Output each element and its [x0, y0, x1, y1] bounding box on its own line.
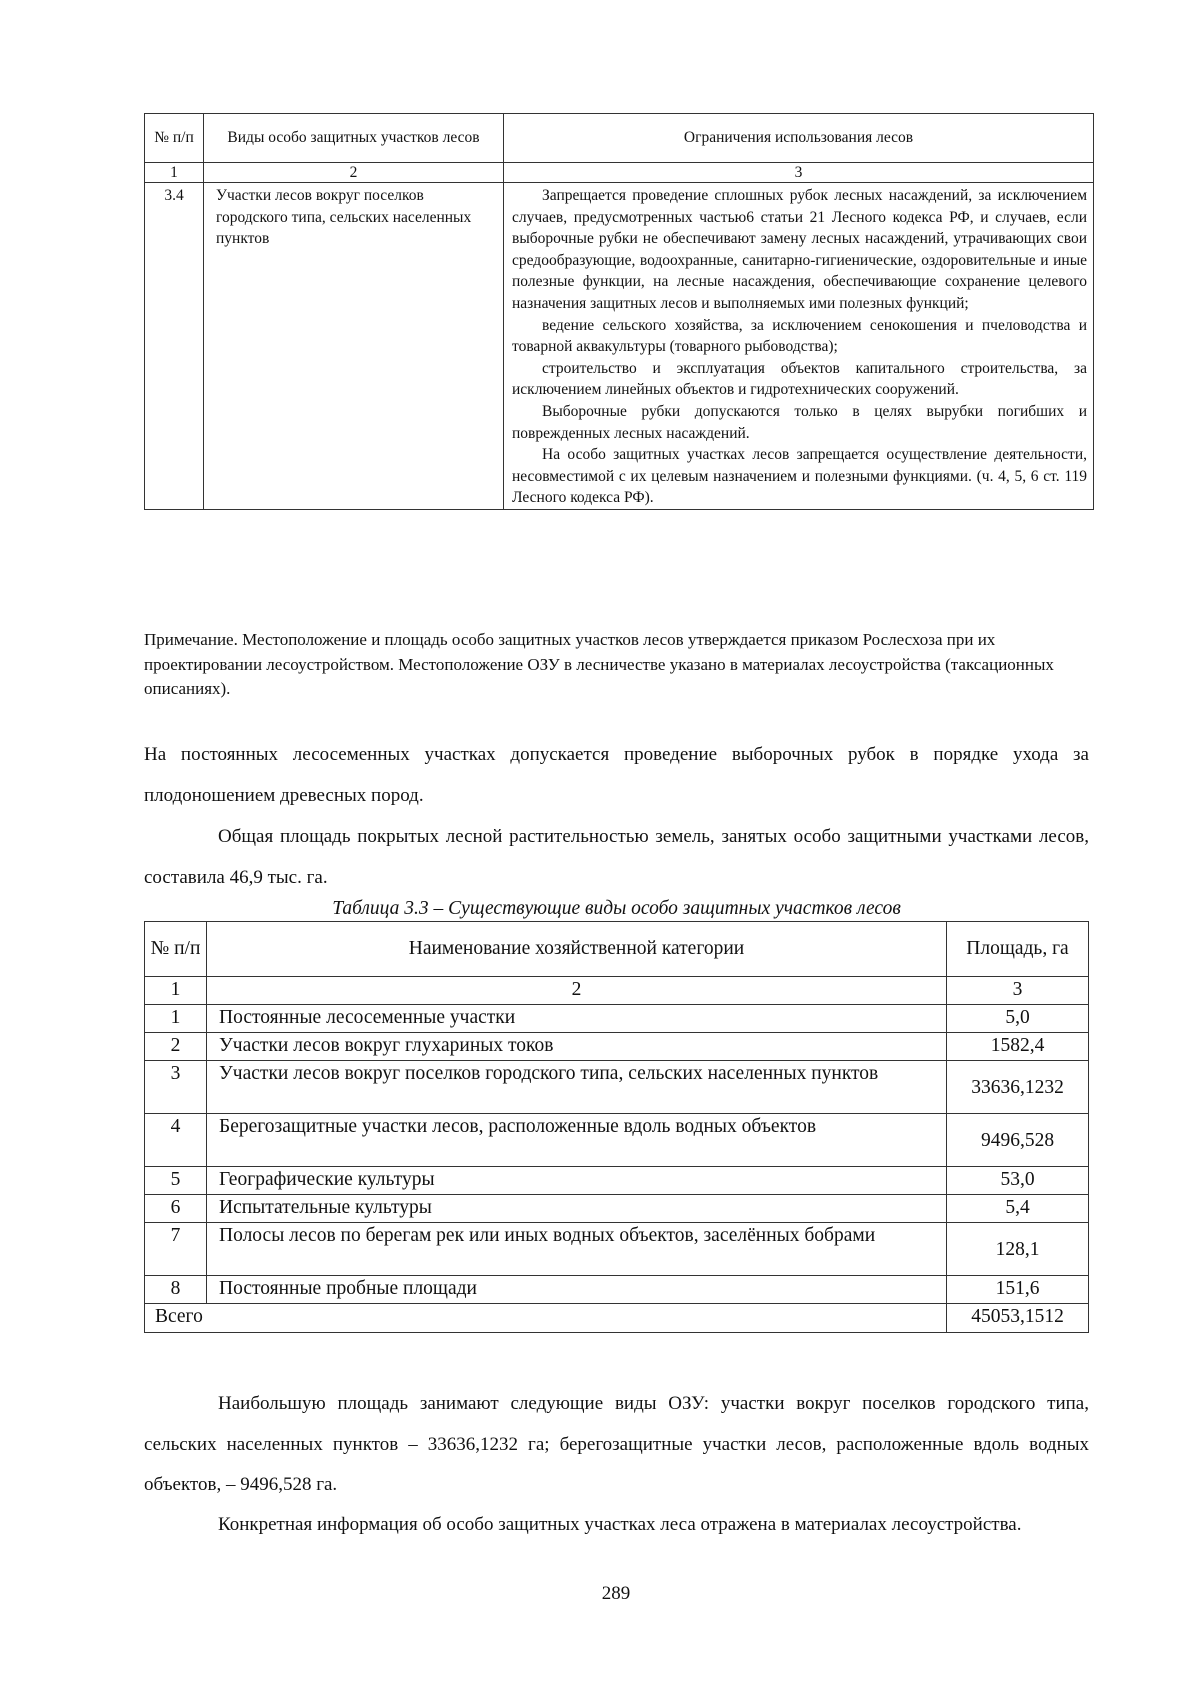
table-row — [145, 1276, 1089, 1304]
row-number: 1 — [145, 1005, 207, 1033]
table-row — [145, 1195, 1089, 1223]
table-header-row — [145, 922, 1089, 977]
row-number: 2 — [145, 1033, 207, 1061]
row-number: 3.4 — [145, 183, 204, 510]
column-numbers-row — [145, 163, 1094, 183]
restriction-paragraph: ведение сельского хозяйства, за исключением сенокошения и пчеловодства и товарной аквакультуры (товарного рыбоводства); — [512, 316, 1087, 356]
category-name: Географические культуры — [207, 1167, 947, 1195]
row-number: 5 — [145, 1167, 207, 1195]
paragraph: Наибольшую площадь занимают следующие виды ОЗУ: участки вокруг поселков городского типа, сельских населенных пунктов – 33636,1232 га; берегозащитные участки лесов, расположенные вдоль водных объектов, – 9496,528 га. — [144, 1393, 1089, 1495]
col-header-type: Виды особо защитных участков лесов — [204, 114, 504, 163]
restrictions-table — [144, 113, 1094, 510]
col-number: 2 — [207, 977, 947, 1005]
column-numbers-row — [145, 977, 1089, 1005]
area-value: 151,6 — [947, 1276, 1089, 1304]
row-number: 8 — [145, 1276, 207, 1304]
restriction-paragraph: строительство и эксплуатация объектов капитального строительства, за исключением линейных объектов и гидротехнических сооружений. — [512, 359, 1087, 399]
area-value: 5,0 — [947, 1005, 1089, 1033]
area-value: 9496,528 — [947, 1114, 1089, 1167]
restriction-paragraph: Запрещается проведение сплошных рубок лесных насаждений, за исключением случаев, предусмотренных частью6 статьи 21 Лесного кодекса РФ, и случаев, если выборочные рубки не обеспечивают замену лесных насаждений, утрачивающих свои средообразующие, водоохранные, санитарно-гигиенические, оздоровительные и иные полезные функции, на лесные насаждения, обеспечивающие сохранение целевого назначения защитных лесов и выполняемых ими полезных функций; — [512, 187, 1087, 312]
category-name: Полосы лесов по берегам рек или иных водных объектов, заселённых бобрами — [207, 1223, 947, 1276]
category-name: Постоянные пробные площади — [207, 1276, 947, 1304]
table-row — [145, 1223, 1089, 1276]
col-header-restrictions: Ограничения использования лесов — [504, 114, 1094, 163]
restriction-paragraph: На особо защитных участках лесов запрещается осуществление деятельности, несовместимой с их целевым назначением и полезными функциями. (ч. 4, 5, 6 ст. 119 Лесного кодекса РФ). — [512, 446, 1087, 507]
ozu-type: Участки лесов вокруг поселков городского типа, сельских населенных пунктов — [204, 183, 504, 510]
table-header-row — [145, 114, 1094, 163]
total-area: 45053,1512 — [947, 1304, 1089, 1333]
area-value: 53,0 — [947, 1167, 1089, 1195]
row-number: 7 — [145, 1223, 207, 1276]
row-number: 4 — [145, 1114, 207, 1167]
table-row — [145, 1167, 1089, 1195]
row-number: 3 — [145, 1061, 207, 1114]
table-caption: Таблица 3.3 – Существующие виды особо защитных участков лесов — [332, 898, 901, 919]
area-value: 128,1 — [947, 1223, 1089, 1276]
col-number: 1 — [145, 163, 204, 183]
col-header-num: № п/п — [145, 922, 207, 977]
area-value: 1582,4 — [947, 1033, 1089, 1061]
col-number: 3 — [504, 163, 1094, 183]
area-value: 5,4 — [947, 1195, 1089, 1223]
total-row — [145, 1304, 1089, 1333]
col-header-num: № п/п — [145, 114, 204, 163]
category-name: Участки лесов вокруг глухариных токов — [207, 1033, 947, 1061]
total-label: Всего — [145, 1304, 947, 1333]
paragraph: На постоянных лесосеменных участках допускается проведение выборочных рубок в порядке ухода за плодоношением древесных пород. — [144, 744, 1089, 806]
area-value: 33636,1232 — [947, 1061, 1089, 1114]
page-number: 289 — [601, 1583, 631, 1604]
table-row — [145, 1005, 1089, 1033]
table-row — [145, 1033, 1089, 1061]
category-name: Испытательные культуры — [207, 1195, 947, 1223]
ozu-area-table — [144, 921, 1089, 1333]
category-name: Участки лесов вокруг поселков городского типа, сельских населенных пунктов — [207, 1061, 947, 1114]
table-row — [145, 183, 1094, 510]
col-number: 1 — [145, 977, 207, 1005]
col-header-name: Наименование хозяйственной категории — [207, 922, 947, 977]
col-number: 2 — [204, 163, 504, 183]
col-number: 3 — [947, 977, 1089, 1005]
paragraph: Общая площадь покрытых лесной растительностью земель, занятых особо защитными участками лесов, составила 46,9 тыс. га. — [144, 826, 1089, 888]
category-name: Постоянные лесосеменные участки — [207, 1005, 947, 1033]
row-number: 6 — [145, 1195, 207, 1223]
table-note: Примечание. Местоположение и площадь особо защитных участков лесов утверждается приказом Рослесхоза при их проектировании лесоустройством. Местоположение ОЗУ в лесничестве указано в материалах лесоустройства (таксационных описаниях). — [144, 630, 1054, 698]
restriction-paragraph: Выборочные рубки допускаются только в целях вырубки погибших и поврежденных лесных насаждений. — [512, 402, 1087, 442]
paragraph: Конкретная информация об особо защитных участках леса отражена в материалах лесоустройства. — [218, 1514, 1022, 1535]
restrictions-cell — [504, 183, 1094, 510]
category-name: Берегозащитные участки лесов, расположенные вдоль водных объектов — [207, 1114, 947, 1167]
table-row — [145, 1061, 1089, 1114]
table-row — [145, 1114, 1089, 1167]
col-header-area: Площадь, га — [947, 922, 1089, 977]
